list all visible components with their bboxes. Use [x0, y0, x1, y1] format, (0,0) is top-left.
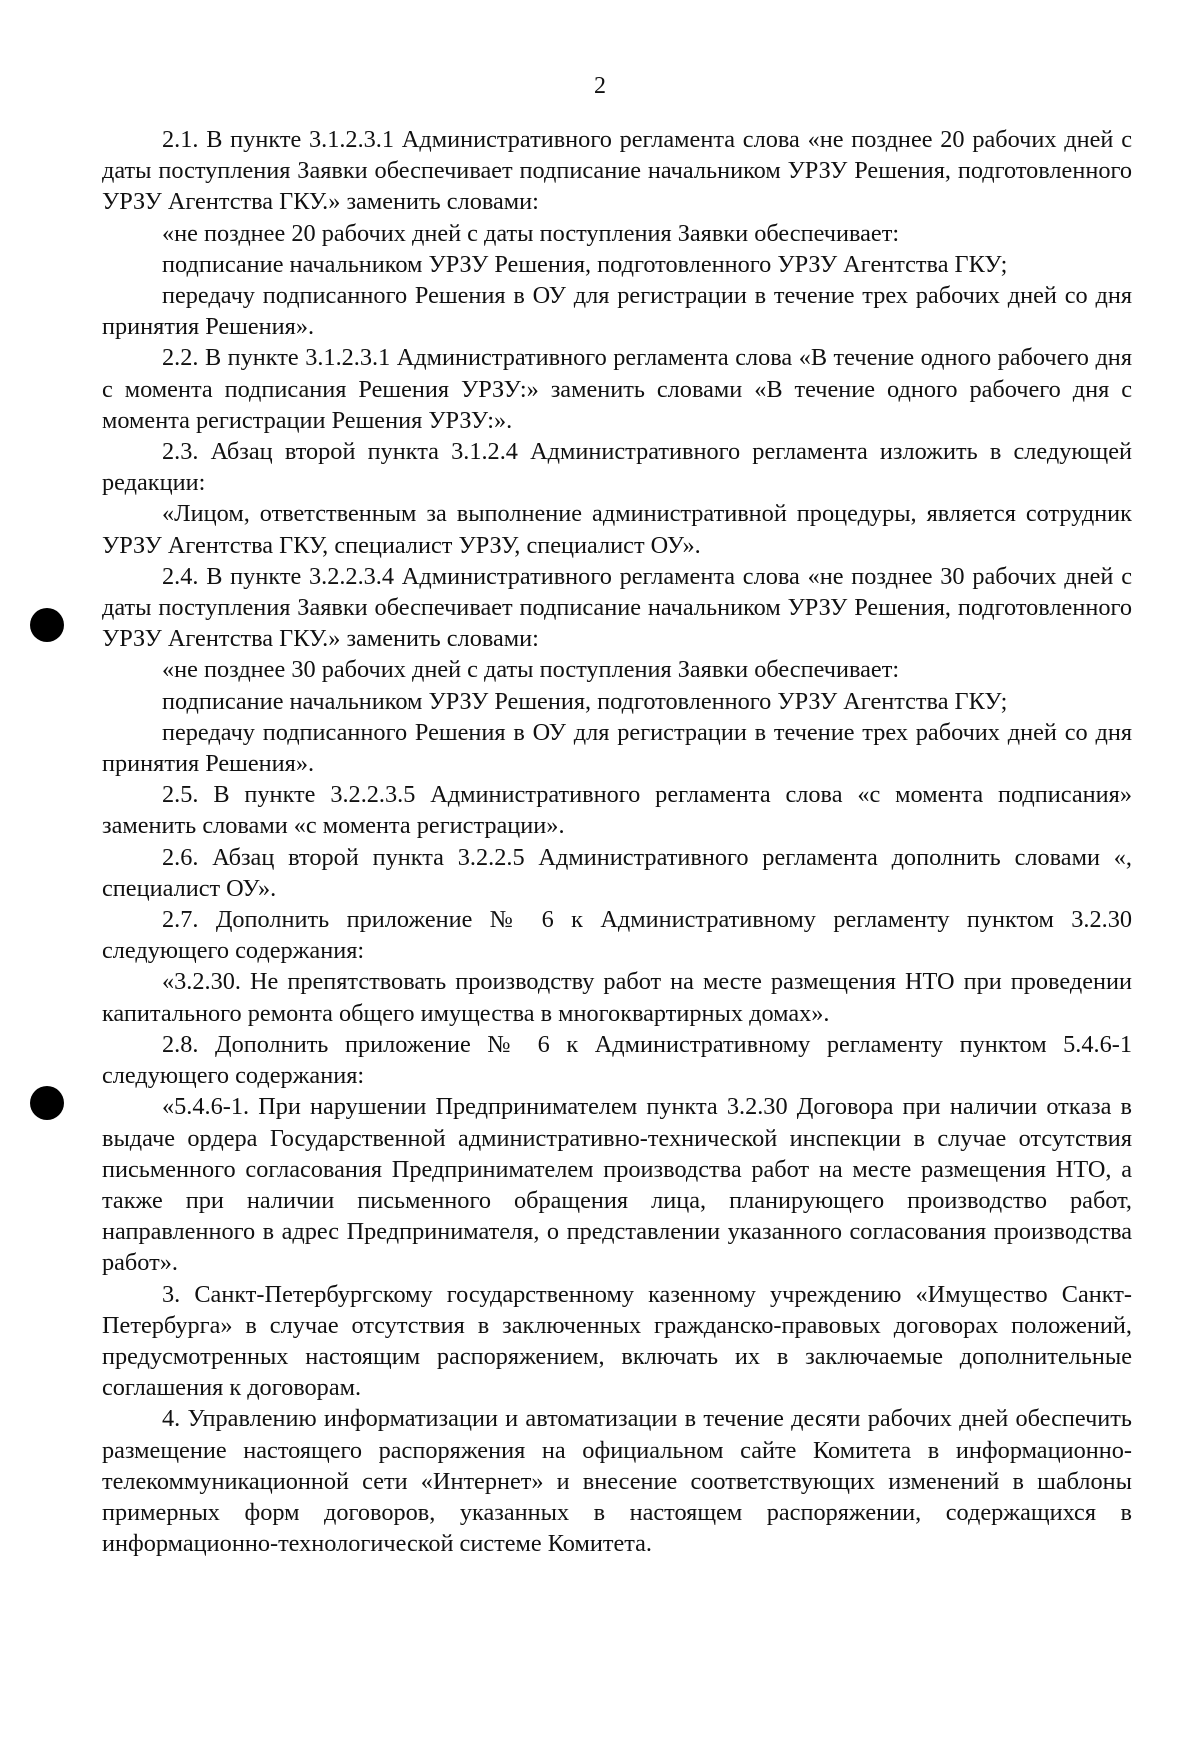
paragraph-2-3: 2.3. Абзац второй пункта 3.1.2.4 Административного регламента изложить в следующей редакции:: [102, 438, 1132, 497]
quoted-paragraph: «не позднее 20 рабочих дней с даты поступления Заявки обеспечивает:: [162, 219, 900, 247]
paragraph-2-2: 2.2. В пункте 3.1.2.3.1 Административного регламента слова «В течение одного рабочего дня с момента подписания Решения УРЗУ:» заменить словами «В течение одного рабочего дня с момента регистрации Решения УРЗУ:».: [102, 344, 1132, 434]
paragraph-2-8: 2.8. Дополнить приложение № 6 к Административному регламенту пунктом 5.4.6-1 следующего содержания:: [102, 1030, 1132, 1090]
punch-hole: [30, 608, 64, 642]
quoted-paragraph: «не позднее 30 рабочих дней с даты поступления Заявки обеспечивает:: [162, 656, 900, 684]
paragraph-2-1: 2.1. В пункте 3.1.2.3.1 Административного регламента слова «не позднее 20 рабочих дней с даты поступления Заявки обеспечивает подписание начальником УРЗУ Решения, подготовленного УРЗУ Агентства ГКУ.» заменить словами:: [102, 126, 1132, 216]
quoted-paragraph: «Лицом, ответственным за выполнение административной процедуры, является сотрудник УРЗУ Агентства ГКУ, специалист УРЗУ, специалист ОУ».: [102, 500, 1132, 559]
document-body: [102, 124, 1132, 1559]
paragraph-2-4: 2.4. В пункте 3.2.2.3.4 Административного регламента слова «не позднее 30 рабочих дней с даты поступления Заявки обеспечивает подписание начальником УРЗУ Решения, подготовленного УРЗУ Агентства ГКУ.» заменить словами:: [102, 562, 1132, 653]
quoted-paragraph: передачу подписанного Решения в ОУ для регистрации в течение трех рабочих дней со дня принятия Решения».: [102, 282, 1132, 341]
paragraph-2-6: 2.6. Абзац второй пункта 3.2.2.5 Административного регламента дополнить словами «, специалист ОУ».: [102, 843, 1132, 902]
quoted-paragraph: передачу подписанного Решения в ОУ для регистрации в течение трех рабочих дней со дня принятия Решения».: [102, 718, 1132, 778]
paragraph-2-5: 2.5. В пункте 3.2.2.3.5 Административного регламента слова «с момента подписания» заменить словами «с момента регистрации».: [102, 781, 1132, 840]
paragraph-3: 3. Санкт-Петербургскому государственному казенному учреждению «Имущество Санкт-Петербурга» в случае отсутствия в заключенных гражданско-правовых договорах положений, предусмотренных настоящим распоряжением, включать их в заключаемые дополнительные соглашения к договорам.: [102, 1280, 1132, 1402]
quoted-paragraph: подписание начальником УРЗУ Решения, подготовленного УРЗУ Агентства ГКУ;: [162, 250, 1008, 278]
quoted-paragraph: «5.4.6-1. При нарушении Предпринимателем пункта 3.2.30 Договора при наличии отказа в выдаче ордера Государственной административно-технической инспекции в случае отсутствия письменного согласования Предпринимателем производства работ на месте размещения НТО, а также при наличии письменного обращения лица, планирующего производство работ, направленного в адрес Предпринимателя, о представлении указанного согласования производства работ».: [102, 1093, 1132, 1277]
paragraph-2-7: 2.7. Дополнить приложение № 6 к Административному регламенту пунктом 3.2.30 следующего содержания:: [102, 906, 1132, 965]
quoted-paragraph: подписание начальником УРЗУ Решения, подготовленного УРЗУ Агентства ГКУ;: [162, 687, 1008, 715]
quoted-paragraph: «3.2.30. Не препятствовать производству работ на месте размещения НТО при проведении капитального ремонта общего имущества в многоквартирных домах».: [102, 968, 1132, 1027]
page-number: 2: [594, 73, 606, 99]
punch-hole: [30, 1086, 64, 1120]
paragraph-4: 4. Управлению информатизации и автоматизации в течение десяти рабочих дней обеспечить размещение настоящего распоряжения на официальном сайте Комитета в информационно-телекоммуникационной сети «Интернет» и внесение соответствующих изменений в шаблоны примерных форм договоров, указанных в настоящем распоряжении, содержащихся в информационно-технологической системе Комитета.: [102, 1405, 1132, 1558]
